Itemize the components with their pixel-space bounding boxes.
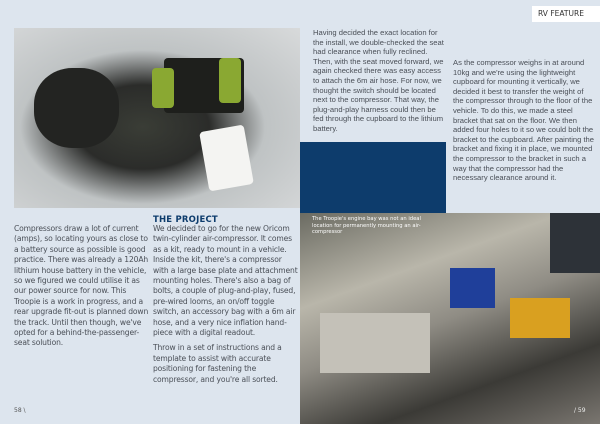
- compressor-kit-photo: [14, 28, 300, 208]
- article-column-1: Compressors draw a lot of current (amps), so locating yours as close to a battery source as possible is good practice. There was already a 120Ah lithium house battery in the vehicle, so we figured we could utilise it as our power source for now. This Troopie is a work in progress, and a rear upgrade fit-out is planned down the track. Until then though, we've opted for a behind-the-passenger-seat solution.: [14, 224, 149, 348]
- article-column-3: Having decided the exact location for the install, we double-checked the seat had clearance when fully reclined. Then, with the seat moved forward, we again checked there was easy access to attach the 6m air hose. For now, we thought the switch should be located next to the compressor. That way, the plug-and-play harness could then be fed through the cupboard to the lithium battery.: [313, 28, 444, 133]
- paragraph: Throw in a set of instructions and a template to assist with accurate positioning for fastening the compressor, and you're all sorted.: [153, 343, 282, 384]
- engine-bay-photo: [300, 213, 600, 424]
- page-number-left: 58 \: [14, 407, 26, 414]
- article-column-4: As the compressor weighs in at around 10kg and we're using the lightweight cupboard for mounting it vertically, we decided it best to transfer the weight of the compressor through to the floor of the vehicle. To do this, we made a steel bracket that sat on the floor. We then added four holes to it so we could bolt the bracket to the cupboard. After painting the bracket and fixing it in place, we mounted the compressor to the bracket in such a way that the compressor had the necessary clearance around it.: [453, 58, 594, 183]
- section-tag: RV FEATURE: [532, 6, 600, 22]
- page-number-right: / 59: [574, 407, 586, 414]
- section-heading: THE PROJECT: [153, 215, 218, 225]
- photo-caption: The Troopie's engine bay was not an ideal location for permanently mounting an air-compressor: [312, 216, 421, 235]
- article-column-2: [153, 224, 298, 385]
- color-block: [300, 142, 446, 214]
- paragraph: We decided to go for the new Oricom twin-cylinder air-compressor. It comes as a kit, ready to mount in a vehicle. Inside the kit, there's a compressor with a large base plate and attachment mounting holes. There's also a bag of bolts, a couple of plug-and-play, fused, pre-wired looms, an on/off toggle switch, an accessory bag with a 6m air hose, and a very nice inflation hand-piece with a digital readout.: [153, 224, 298, 338]
